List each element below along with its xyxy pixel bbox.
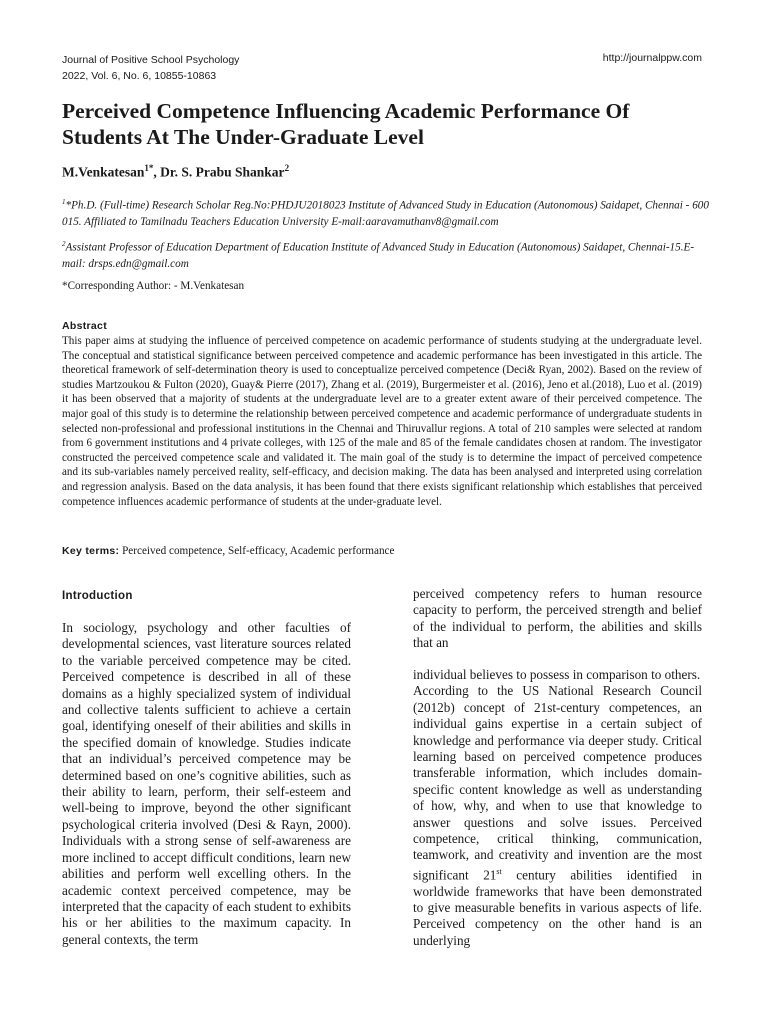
ordinal-suffix: st [496, 866, 502, 876]
key-terms-label: Key terms: [62, 545, 120, 557]
affiliation-2-text: Assistant Professor of Education Department of Education Institute of Advanced Study in Education (Autonomous) Saidapet, Chennai-15.E-mail: drsps.edn@gmail.com [62, 241, 695, 270]
intro-paragraph-2: perceived competency refers to human resource capacity to perform, the perceived strength and belief of the individual to perform, the abilities and skills that an [413, 586, 702, 651]
journal-info [62, 52, 239, 84]
corresponding-author: *Corresponding Author: - M.Venkatesan [62, 280, 245, 292]
affiliation-1-text: *Ph.D. (Full-time) Research Scholar Reg.No:PHDJU2018023 Institute of Advanced Study in Education (Autonomous) Saidapet, Chennai - 600 015. Affiliated to Tamilnadu Teachers Education University E-mail:aaravamuthanv8@gmail.com [62, 199, 709, 228]
journal-name: Journal of Positive School Psychology [62, 54, 240, 66]
intro-paragraph-3: individual believes to possess in comparison to others. [413, 667, 701, 682]
intro-paragraph-4-end: century abilities identified in worldwide frameworks that have been demonstrated to give measurable benefits in various aspects of life. Perceived competency on the other hand is an underlying [413, 867, 703, 948]
author-line [62, 163, 289, 181]
paper-title: Perceived Competence Influencing Academic Performance Of Students At The Under-Graduate Level [62, 99, 630, 149]
author-2-marker: 2 [284, 163, 290, 173]
intro-paragraph-4-start: According to the US National Research Council (2012b) concept of 21st-century competences, an individual gains expertise in a certain subject of knowledge and performance via deeper study. Critical learning based on perceived competence produces transferable information, which includes domain-specific content knowledge as well as understanding of how, why, and when to use that knowledge to answer questions and solve issues. Perceived competence, critical thinking, communication, teamwork, and creativity and invention are the most significant 21 [413, 683, 702, 883]
author-1: M.Venkatesan [62, 164, 145, 180]
abstract-heading: Abstract [62, 320, 107, 332]
journal-url[interactable]: http://journalppw.com [602, 52, 702, 64]
affiliation-2 [62, 236, 712, 272]
author-1-marker: 1* [144, 163, 154, 173]
intro-left-column [62, 620, 351, 948]
intro-paragraph-1: In sociology, psychology and other faculties of developmental sciences, vast literature sources related to the variable perceived competence may be cited. Perceived competence is described in all of these domains as a highly specialized system of individual and collective talents sufficient to achieve a certain goal, identifying oneself of their abilities and skills in the specified domain of knowledge. Studies indicate that an individual’s perceived competence may be determined based on one’s cognitive abilities, such as their ability to learn, perform, their self-esteem and well-being to improve, beyond the other significant psychological criteria involved (Desi & Rayn, 2000). Individuals with a strong sense of self-awareness are more inclined to accept difficult conditions, learn new abilities and perform well excelling others. In the academic context perceived competence, may be interpreted that the capacity of each student to exhibits his or her abilities to the maximum capacity. In general contexts, the term [62, 620, 351, 947]
intro-right-column-bottom [413, 667, 702, 949]
introduction-heading: Introduction [62, 590, 133, 602]
author-2: Dr. S. Prabu Shankar [160, 164, 285, 180]
journal-issue: 2022, Vol. 6, No. 6, 10855-10863 [62, 70, 217, 82]
affiliation-2-marker: 2 [62, 240, 66, 248]
abstract-body: This paper aims at studying the influence of perceived competence on academic performance of students studying at the undergraduate level. The conceptual and statistical significance between perceived competence and academic performance has been investigated in this article. The theoretical framework of self-determination theory is used to conceptualize perceived competence (Deci& Ryan, 2002). Based on the review of studies Martzoukou & Fulton (2020), Guay& Pierre (2017), Zhang et al. (2019), Burgermeister et al. (2016), Jeno et al.(2018), Luo et al. (2019) it has been observed that a majority of students at the undergraduate level are to a greater extent aware of their perceived competence. The major goal of this study is to determine the relationship between perceived competence and academic performance of undergraduate students in selected non-professional and professional institutions in the Chennai and Thiruvallur regions. A total of 210 samples were selected at random from 6 government institutions and 4 private colleges, with 125 of the male and 85 of the female candidates chosen at random. The investigator constructed the perceived competence scale and validated it. The main goal of the study is to determine the impact of perceived competence and its sub-variables namely perceived reality, self-efficacy, and decision making. The data has been analysed and interpreted using correlation and regression analysis. Based on the data analysis, it has been found that there exists significant relationship which establishes that perceived competence influences academic performance of students at the under-graduate level. [62, 335, 702, 508]
author-separator: , [153, 164, 161, 180]
intro-right-column-top [413, 586, 702, 652]
key-terms [62, 545, 394, 557]
key-terms-text: Perceived competence, Self-efficacy, Academic performance [119, 545, 395, 557]
affiliation-1-marker: 1 [62, 198, 66, 206]
affiliation-1 [62, 194, 712, 230]
intro-paragraph-4 [413, 683, 702, 949]
